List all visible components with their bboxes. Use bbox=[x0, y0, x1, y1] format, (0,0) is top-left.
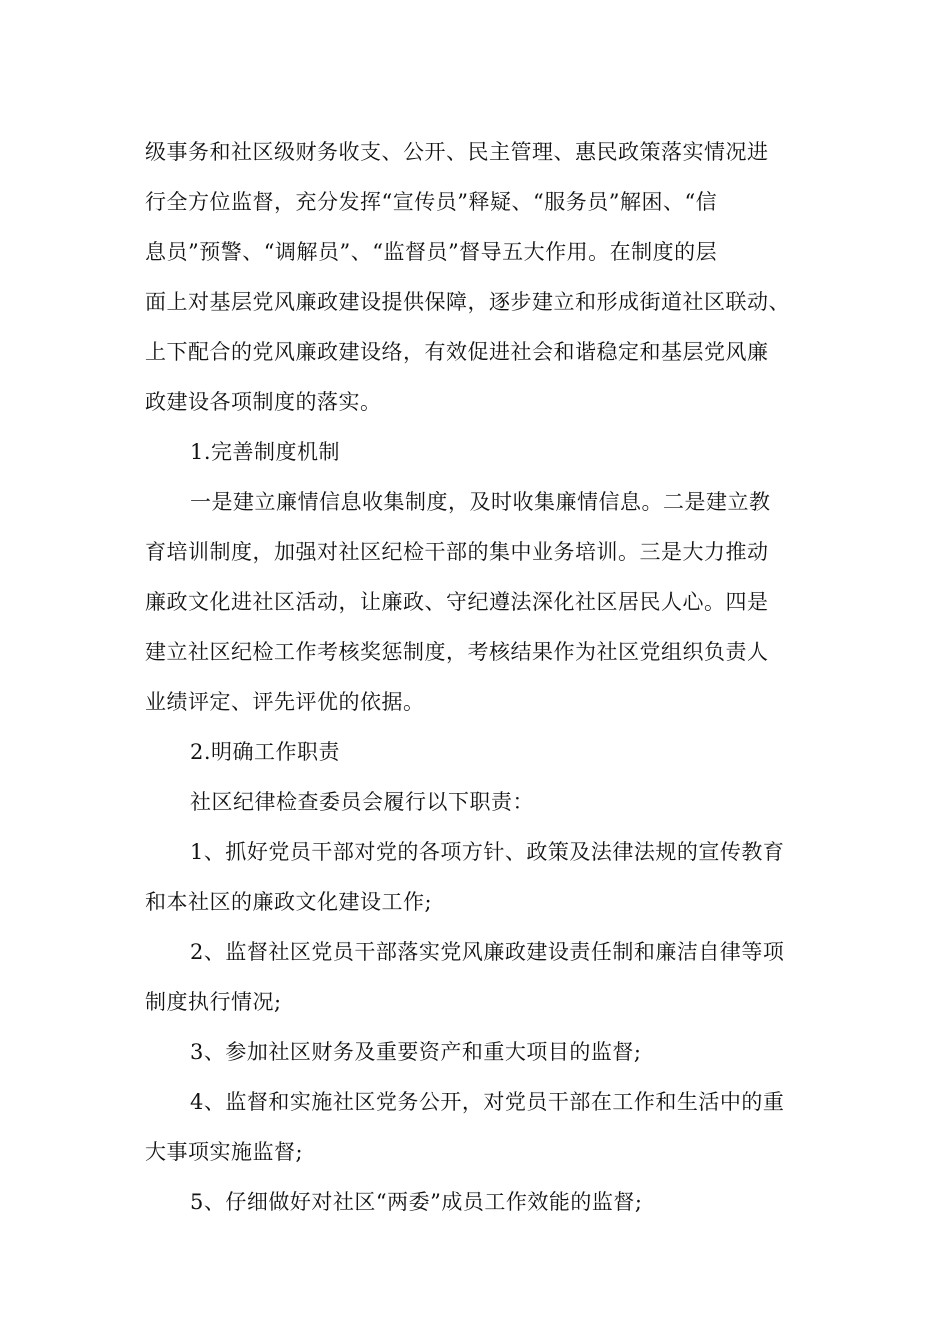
paragraph-1-line-5: 业绩评定、评先评优的依据。 bbox=[145, 690, 425, 714]
section-heading-2: 2.明确工作职责 bbox=[190, 740, 341, 764]
duties-intro: 社区纪律检查委员会履行以下职责： bbox=[190, 790, 534, 814]
intro-line-1: 级事务和社区级财务收支、公开、民主管理、惠民政策落实情况进 bbox=[145, 140, 769, 164]
intro-line-3: 息员”预警、“调解员”、“监督员”督导五大作用。在制度的层 bbox=[145, 240, 718, 264]
paragraph-1-line-2: 育培训制度，加强对社区纪检干部的集中业务培训。三是大力推动 bbox=[145, 540, 769, 564]
duty-4-line-2: 大事项实施监督; bbox=[145, 1140, 304, 1164]
paragraph-1-line-1: 一是建立廉情信息收集制度，及时收集廉情信息。二是建立教 bbox=[190, 490, 771, 514]
paragraph-1-line-3: 廉政文化进社区活动，让廉政、守纪遵法深化社区居民人心。四是 bbox=[145, 590, 769, 614]
duty-1-line-2: 和本社区的廉政文化建设工作; bbox=[145, 890, 433, 914]
intro-line-2: 行全方位监督，充分发挥“宣传员”释疑、“服务员”解困、“信 bbox=[145, 190, 718, 214]
intro-line-4: 面上对基层党风廉政建设提供保障，逐步建立和形成街道社区联动、 bbox=[145, 290, 790, 314]
duty-4-line-1: 4、监督和实施社区党务公开，对党员干部在工作和生活中的重 bbox=[190, 1090, 785, 1114]
intro-line-5: 上下配合的党风廉政建设络，有效促进社会和谐稳定和基层党风廉 bbox=[145, 340, 769, 364]
duty-1-line-1: 1、抓好党员干部对党的各项方针、政策及法律法规的宣传教育 bbox=[190, 840, 785, 864]
duty-2-line-2: 制度执行情况; bbox=[145, 990, 282, 1014]
intro-line-6: 政建设各项制度的落实。 bbox=[145, 390, 382, 414]
duty-3-line-1: 3、参加社区财务及重要资产和重大项目的监督; bbox=[190, 1040, 642, 1064]
section-heading-1: 1.完善制度机制 bbox=[190, 440, 341, 464]
paragraph-1-line-4: 建立社区纪检工作考核奖惩制度，考核结果作为社区党组织负责人 bbox=[145, 640, 769, 664]
duty-2-line-1: 2、监督社区党员干部落实党风廉政建设责任制和廉洁自律等项 bbox=[190, 940, 785, 964]
duty-5-line-1: 5、仔细做好对社区“两委”成员工作效能的监督; bbox=[190, 1190, 643, 1214]
